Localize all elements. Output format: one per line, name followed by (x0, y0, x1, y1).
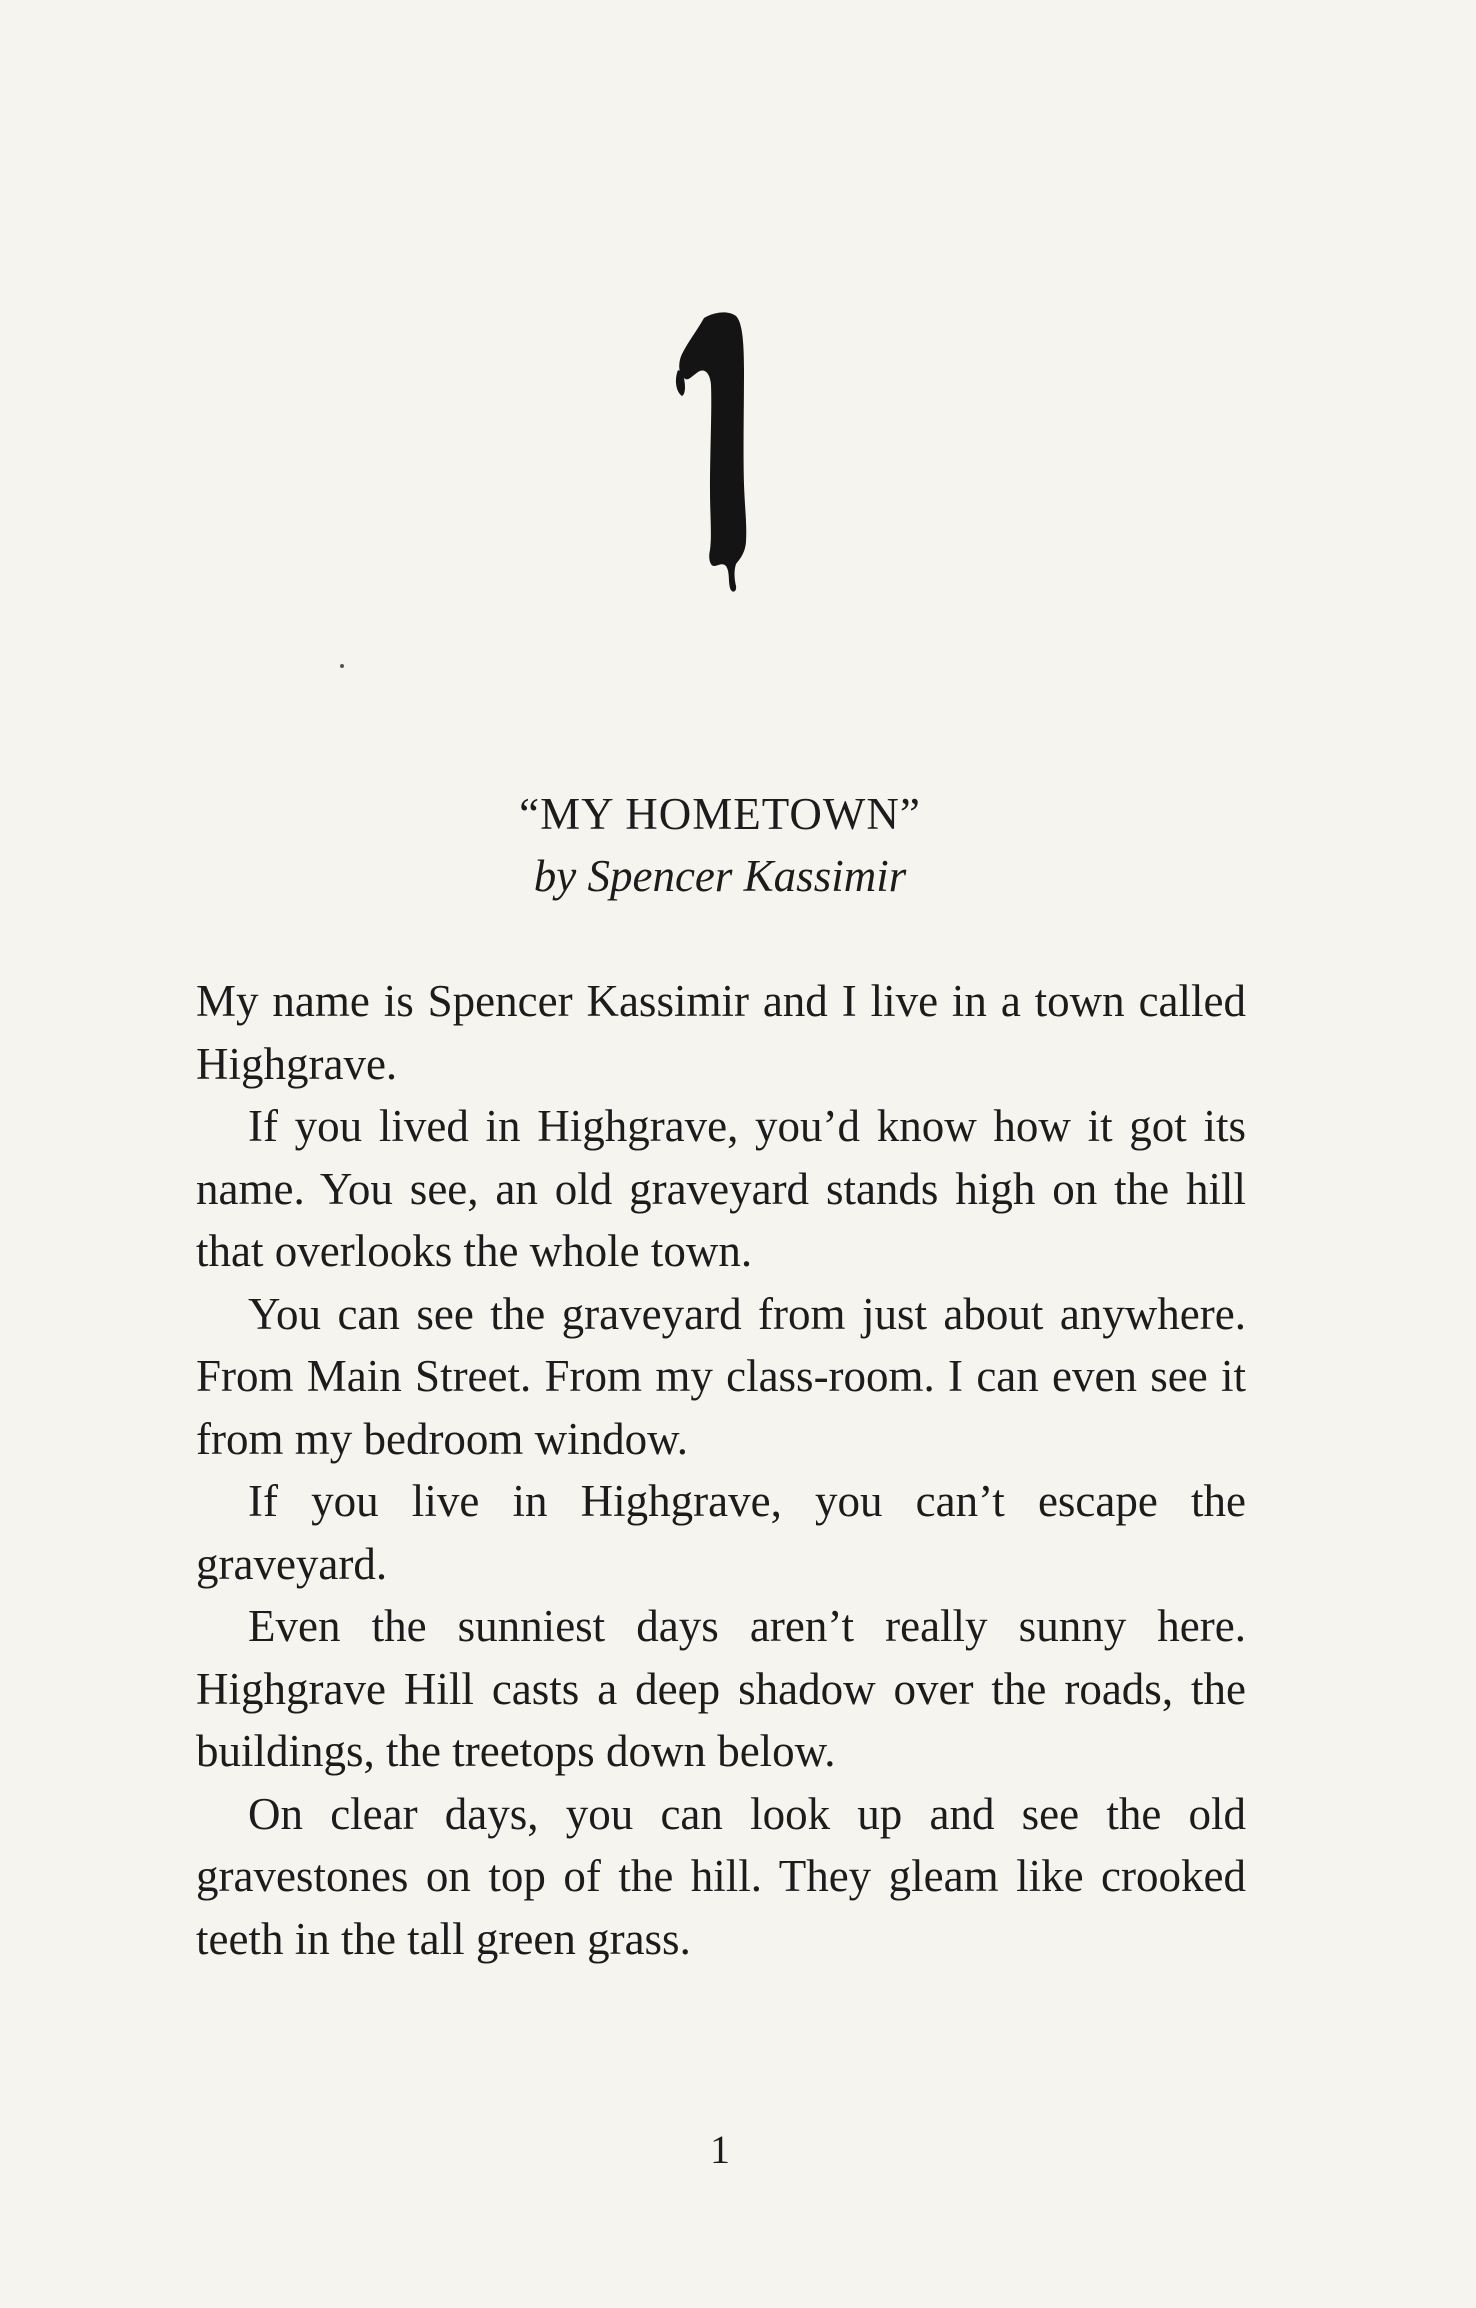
paragraph: If you lived in Highgrave, you’d know how it got its name. You see, an old graveyard stands high on the hill that overlooks the whole town. (196, 1101, 1246, 1276)
chapter-byline: by Spencer Kassimir (533, 851, 907, 901)
paragraph: Even the sunniest days aren’t really sunny here. Highgrave Hill casts a deep shadow over the roads, the buildings, the treetops down below. (196, 1601, 1246, 1776)
body-text (196, 970, 1246, 1970)
paragraph: You can see the graveyard from just about anywhere. From Main Street. From my class-room. I can even see it from my bedroom window. (196, 1288, 1246, 1464)
paragraph: If you live in Highgrave, you can’t escape the graveyard. (196, 1476, 1246, 1589)
paragraph: On clear days, you can look up and see the old gravestones on top of the hill. They gleam like crooked teeth in the tall green grass. (196, 1788, 1246, 1964)
ink-speck (340, 664, 344, 668)
page-number: 1 (710, 2127, 730, 2172)
paragraph: My name is Spencer Kassimir and I live in a town called Highgrave. (196, 976, 1246, 1089)
chapter-number-dripping-1-icon (664, 310, 754, 595)
chapter-title: “MY HOMETOWN” (519, 789, 921, 839)
